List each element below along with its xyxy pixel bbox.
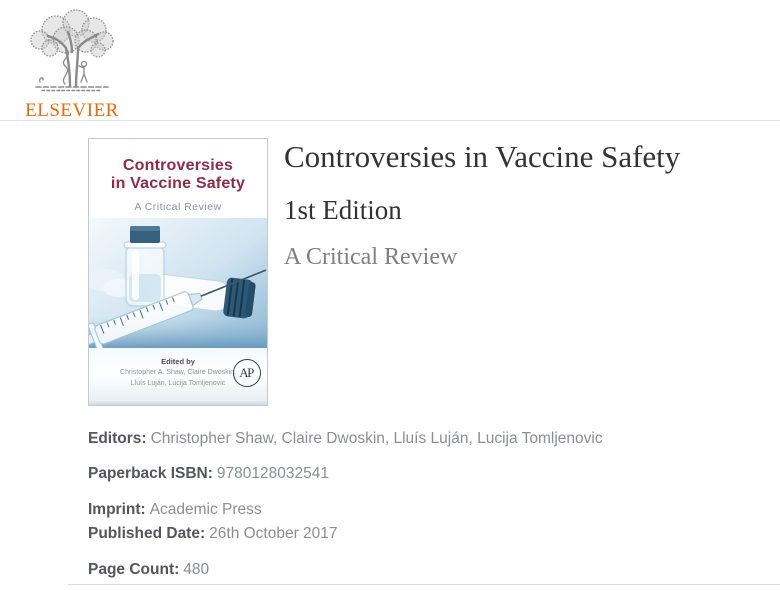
page-title: Controversies in Vaccine Safety [284, 139, 681, 174]
cover-title-line2: in Vaccine Safety [110, 175, 246, 193]
detail-page-count [88, 558, 780, 581]
imprint-value: Academic Press [149, 500, 262, 518]
editors-label: Editors: [88, 430, 147, 447]
book-cover-thumbnail[interactable] [88, 138, 268, 406]
book-subtitle: A Critical Review [284, 243, 458, 270]
cover-editors-area [89, 348, 267, 405]
published-date-value: 26th October 2017 [209, 524, 338, 542]
detail-published-date [88, 522, 780, 546]
elsevier-logo[interactable] [20, 8, 124, 122]
published-date-label: Published Date: [88, 524, 206, 542]
book-details [88, 427, 780, 581]
editors-value: Christopher Shaw, Claire Dwoskin, Lluís Luján, Lucija Tomljenovic [150, 430, 603, 447]
detail-isbn [88, 462, 780, 485]
cover-subtitle: A Critical Review [134, 200, 222, 213]
detail-imprint-published [88, 498, 780, 546]
academic-press-monogram: AP [239, 365, 253, 381]
cover-editors-line1: Christopher A. Shaw, Claire Dwoskin, [120, 369, 236, 377]
page-count-value: 480 [183, 560, 210, 578]
page-count-label: Page Count: [88, 560, 180, 578]
detail-imprint [88, 498, 780, 522]
isbn-value: 9780128032541 [216, 465, 329, 483]
imprint-label: Imprint: [88, 500, 146, 518]
cover-editors-line2: Lluís Luján, Lucija Tomljenovic [130, 379, 226, 387]
bottom-divider [68, 584, 780, 585]
isbn-label: Paperback ISBN: [88, 465, 213, 483]
cover-title-line1: Controversies [122, 157, 234, 174]
site-header [0, 0, 780, 121]
detail-editors [88, 427, 780, 450]
title-block [284, 138, 680, 271]
book-edition: 1st Edition [284, 194, 402, 225]
cover-title-area [89, 139, 267, 218]
elsevier-tree-icon [26, 8, 118, 97]
syringe-vials-photo [89, 218, 267, 348]
cover-edited-by-label: Edited by [161, 357, 195, 367]
product-main [0, 121, 780, 581]
elsevier-wordmark: ELSEVIER [25, 100, 119, 121]
